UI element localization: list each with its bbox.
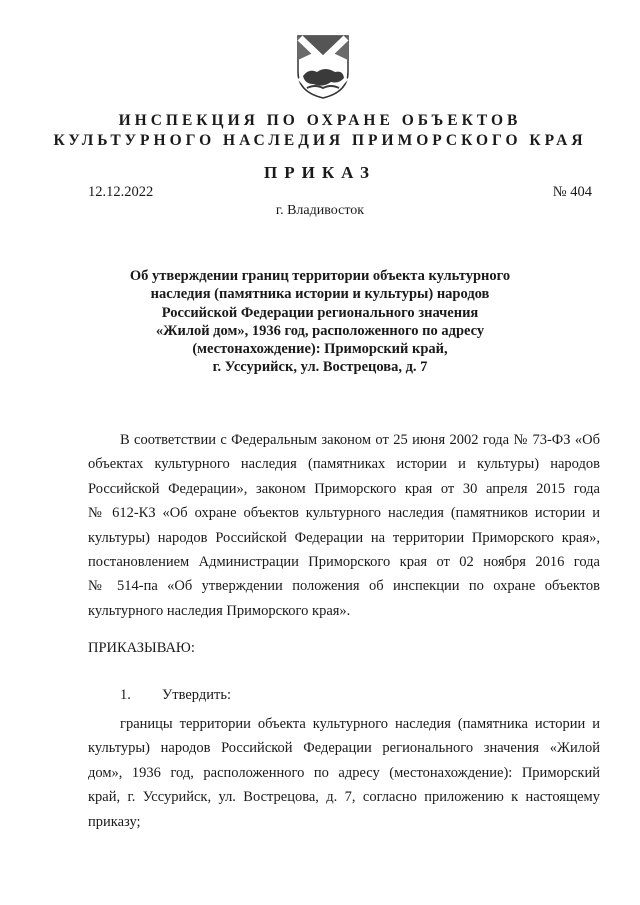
document-number: № 404 (552, 184, 592, 200)
document-title (120, 267, 520, 377)
item-text-line: край, г. Уссурийск, ул. Вострецова, д. 7, согласно приложению к настоящему (88, 789, 600, 806)
order-item-1-text (88, 712, 600, 834)
preamble-line: постановлением Администрации Приморского края от 02 ноября 2016 года (88, 554, 600, 571)
orders-heading: ПРИКАЗЫВАЮ: (88, 640, 195, 656)
organization-name-line2: КУЛЬТУРНОГО НАСЛЕДИЯ ПРИМОРСКОГО КРАЯ (53, 132, 587, 149)
item-text-line: приказу; (88, 813, 141, 830)
order-item-number: 1. (120, 687, 131, 703)
document-city: г. Владивосток (275, 203, 365, 218)
title-line: г. Уссурийск, ул. Вострецова, д. 7 (212, 359, 428, 376)
title-line: (местонахождение): Приморский край, (192, 341, 448, 358)
title-line: Российской Федерации регионального значения (161, 304, 479, 321)
preamble-paragraph (88, 428, 600, 623)
item-text-line: культуры) народов Российской Федерации регионального значения «Жилой (88, 740, 600, 757)
preamble-line: культурного наследия Приморского края». (88, 602, 351, 619)
title-line: Об утверждении границ территории объекта культурного (129, 268, 511, 284)
preamble-line: культуры) народов Российской Федерации на территории Приморского края», (88, 529, 600, 546)
coat-of-arms-icon (295, 32, 351, 100)
order-item-1 (120, 687, 231, 704)
preamble-line: объектах культурного наследия (памятниках истории и культуры) народов (88, 456, 600, 473)
title-line: наследия (памятника истории и культуры) народов (150, 286, 490, 303)
item-text-line: дом», 1936 год, расположенного по адресу (местонахождение): Приморский (88, 764, 600, 781)
preamble-line: № 514-па «Об утверждении положения об инспекции по охране объектов (88, 578, 600, 595)
organization-name-line1: ИНСПЕКЦИЯ ПО ОХРАНЕ ОБЪЕКТОВ (118, 112, 522, 129)
order-item-label: Утвердить: (162, 687, 231, 703)
document-type: ПРИКАЗ (264, 163, 376, 182)
preamble-line: № 612-КЗ «Об охране объектов культурного наследия (памятников истории и (88, 505, 600, 522)
title-line: «Жилой дом», 1936 год, расположенного по адресу (155, 322, 485, 339)
document-date: 12.12.2022 (88, 184, 154, 200)
preamble-line: В соответствии с Федеральным законом от 25 июня 2002 года № 73-ФЗ «Об (120, 432, 600, 448)
item-text-line: границы территории объекта культурного наследия (памятника истории и (120, 716, 600, 732)
preamble-line: Российской Федерации», законом Приморского края от 30 апреля 2015 года (88, 480, 600, 497)
